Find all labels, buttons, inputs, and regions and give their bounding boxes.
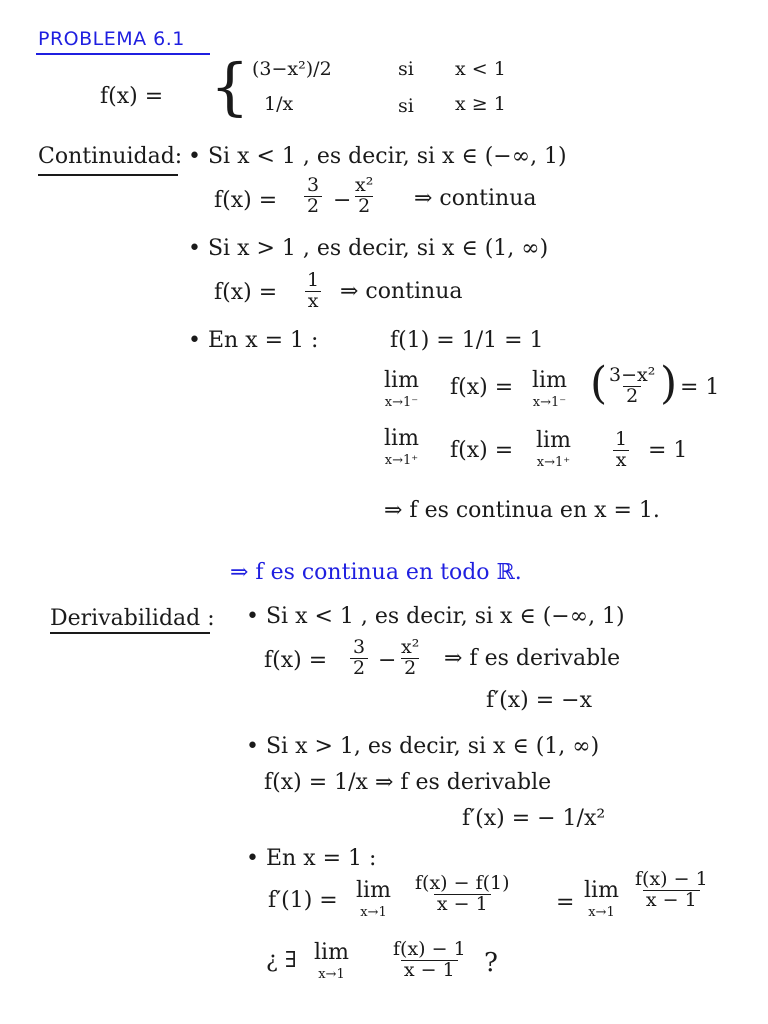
case2-expression: 1/x (264, 93, 294, 115)
derivabilidad-bullet-1: • Si x < 1 , es decir, si x ∈ (−∞, 1) (246, 604, 625, 629)
problem-title: PROBLEMA 6.1 (38, 28, 185, 50)
piecewise-brace: { (210, 50, 250, 123)
case2-si: si (398, 95, 414, 117)
continuidad-bullet-1: • Si x < 1 , es decir, si x ∈ (−∞, 1) (188, 144, 567, 169)
deriv-minus-sign: − (378, 648, 397, 673)
right-limit-result: = 1 (648, 438, 688, 463)
case1-expression: (3−x²)/2 (252, 58, 332, 80)
right-limit: lim x→1⁺ (384, 426, 419, 468)
definition-lhs: f(x) = (100, 84, 164, 109)
derivabilidad-underline (50, 632, 210, 634)
derivabilidad-b1-lhs: f(x) = (264, 648, 328, 673)
continuidad-underline (38, 174, 178, 176)
close-paren: ) (660, 358, 678, 409)
continuity-at-1-conclusion: ⇒ f es continua en x = 1. (384, 498, 660, 523)
continuidad-b2-lhs: f(x) = (214, 280, 278, 305)
left-limit: lim x→1⁻ (384, 368, 419, 410)
minus-sign: − (333, 188, 352, 213)
deriv-fraction-x2-over-2: $\frac{\text{x²}}{2}$ (401, 636, 420, 679)
right-limit-fx: f(x) = (450, 438, 514, 463)
derivabilidad-bullet-2: • Si x > 1, es decir, si x ∈ (1, ∞) (246, 734, 600, 759)
derivative-left: f′(x) = −x (486, 688, 592, 713)
derivative-limit-1: lim x→1 (356, 878, 391, 920)
derivative-right: f′(x) = − 1/x² (462, 806, 606, 831)
title-underline (36, 53, 210, 55)
continuidad-b1-lhs: f(x) = (214, 188, 278, 213)
fraction-1-over-x: $\frac{1}{x}$ (304, 271, 322, 312)
global-continuity-conclusion: ⇒ f es continua en todo ℝ. (230, 560, 522, 585)
continuidad-b1-conclusion: ⇒ continua (414, 186, 537, 211)
derivabilidad-b2-line: f(x) = 1/x ⇒ f es derivable (264, 770, 552, 795)
fraction-3-minus-x2-over-2: $\frac{\text{3−x²}}{2}$ (609, 364, 656, 407)
fraction-3-over-2: $\frac{3}{2}$ (304, 176, 322, 217)
deriv-fraction-3-over-2: $\frac{3}{2}$ (350, 638, 368, 679)
derivative-at-1-lhs: f′(1) = (268, 888, 338, 913)
fraction-1-over-x-limit: $\frac{1}{x}$ (612, 430, 630, 471)
right-limit-2: lim x→1⁺ (536, 428, 571, 470)
derivabilidad-b1-conclusion: ⇒ f es derivable (444, 646, 621, 671)
existence-limit: lim x→1 (314, 940, 349, 982)
existence-question-open: ¿ ∃ (266, 948, 297, 973)
continuidad-heading: Continuidad: (38, 144, 183, 169)
derivative-limit-2: lim x→1 (584, 878, 619, 920)
case1-condition: x < 1 (455, 58, 506, 80)
continuidad-bullet-3: • En x = 1 : (188, 328, 319, 353)
difference-quotient-3: $\frac{f(x) - 1}{x - 1}$ (393, 938, 466, 981)
derivabilidad-heading: Derivabilidad : (50, 606, 215, 631)
equals-sign: = (556, 890, 575, 915)
continuidad-bullet-2: • Si x > 1 , es decir, si x ∈ (1, ∞) (188, 236, 549, 261)
case2-condition: x ≥ 1 (455, 93, 506, 115)
difference-quotient-1: $\frac{f(x) - f(1)}{x - 1}$ (415, 872, 510, 915)
continuidad-b2-conclusion: ⇒ continua (340, 279, 463, 304)
left-limit-2: lim x→1⁻ (532, 368, 567, 410)
fraction-x2-over-2: $\frac{\text{x²}}{2}$ (355, 174, 374, 217)
f-at-1: f(1) = 1/1 = 1 (390, 328, 544, 353)
difference-quotient-2: $\frac{f(x) - 1}{x - 1}$ (635, 868, 708, 911)
case1-si: si (398, 58, 414, 80)
derivabilidad-bullet-3: • En x = 1 : (246, 846, 377, 871)
existence-question-close: ? (484, 948, 498, 978)
open-paren: ( (590, 358, 608, 409)
left-limit-fx: f(x) = (450, 375, 514, 400)
left-limit-result: = 1 (680, 375, 720, 400)
